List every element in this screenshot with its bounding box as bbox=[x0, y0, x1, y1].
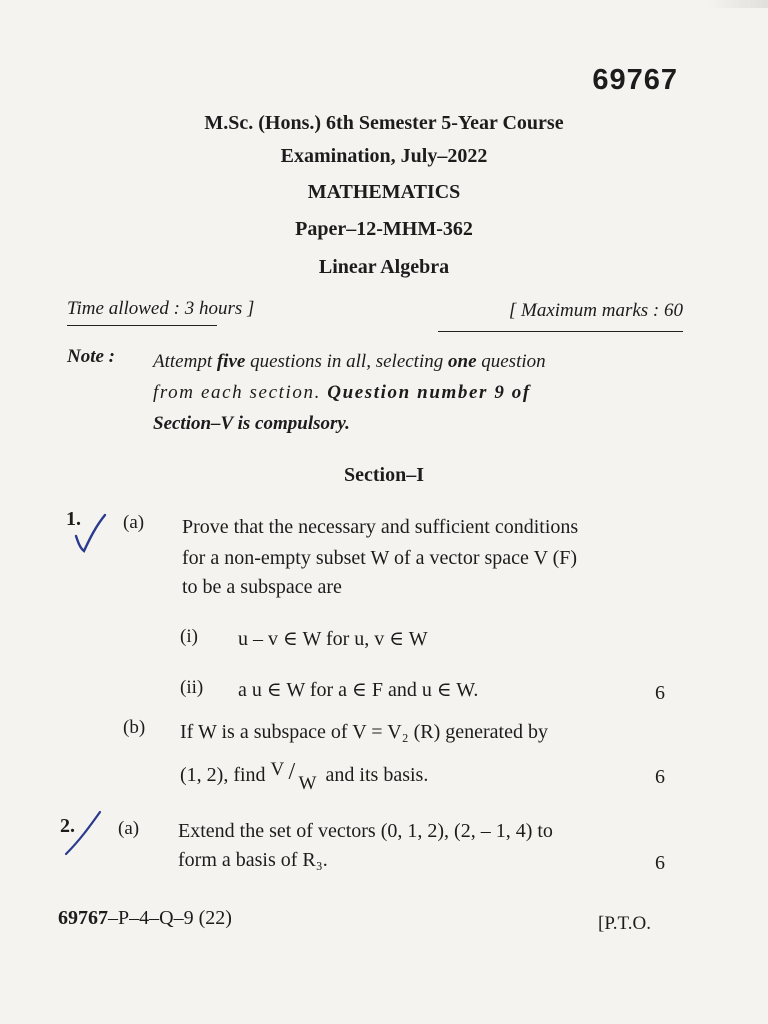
q2a-marks: 6 bbox=[655, 852, 665, 874]
q1-part-a-label: (a) bbox=[123, 512, 145, 533]
q1b-marks: 6 bbox=[655, 766, 665, 788]
q2-part-a-label: (a) bbox=[118, 818, 140, 839]
paper-code: 69767 bbox=[592, 64, 678, 96]
note-text: Attempt five questions in all, selecting one question from each section. Question number 9 of Section–V is compulsory. bbox=[153, 351, 546, 434]
time-underline bbox=[67, 325, 217, 326]
q1-subpart-i-label: (i) bbox=[180, 626, 198, 647]
subject-line: MATHEMATICS bbox=[307, 181, 461, 203]
q1-subpart-ii-text: a u ∈ W for a ∈ F and u ∈ W. bbox=[238, 679, 479, 701]
time-allowed: Time allowed : 3 hours ] bbox=[67, 298, 255, 319]
q1-subpart-ii-label: (ii) bbox=[180, 677, 204, 698]
question-2-number: 2. bbox=[60, 815, 75, 837]
slash-mark-icon bbox=[62, 808, 104, 858]
course-title: Linear Algebra bbox=[318, 256, 450, 278]
page-edge-shadow bbox=[708, 0, 768, 8]
q1a-line-2: for a non-empty subset W of a vector space V (F) bbox=[182, 547, 578, 569]
note-label: Note : bbox=[67, 346, 116, 367]
check-mark-icon bbox=[72, 512, 108, 554]
q1b-line-2: (1, 2), find V / W and its basis. bbox=[180, 759, 429, 794]
exam-line: Examination, July–2022 bbox=[280, 145, 488, 167]
q1b-line-1: If W is a subspace of V = V₂ (R) generated by bbox=[180, 721, 548, 743]
q2a-line-2: form a basis of R₃. bbox=[178, 849, 328, 871]
question-1-number: 1. bbox=[66, 508, 81, 530]
section-title: Section–I bbox=[344, 464, 424, 486]
paper-line: Paper–12-MHM-362 bbox=[295, 218, 473, 240]
please-turn-over: [P.T.O. bbox=[598, 913, 651, 934]
q2a-line-1: Extend the set of vectors (0, 1, 2), (2, – 1, 4) to bbox=[178, 820, 553, 842]
maximum-marks: [ Maximum marks : 60 bbox=[508, 300, 683, 321]
marks-underline bbox=[438, 331, 683, 332]
q1a-line-1: Prove that the necessary and sufficient conditions bbox=[182, 516, 579, 538]
q1a-marks: 6 bbox=[655, 682, 665, 704]
course-line: M.Sc. (Hons.) 6th Semester 5-Year Course bbox=[204, 112, 564, 134]
q1-subpart-i-text: u – v ∈ W for u, v ∈ W bbox=[238, 628, 428, 650]
footer-code: 69767–P–4–Q–9 (22) bbox=[58, 907, 232, 929]
quotient-space-fraction: V / W bbox=[270, 759, 317, 794]
q1-part-b-label: (b) bbox=[123, 717, 146, 738]
q1a-line-3: to be a subspace are bbox=[182, 576, 342, 598]
